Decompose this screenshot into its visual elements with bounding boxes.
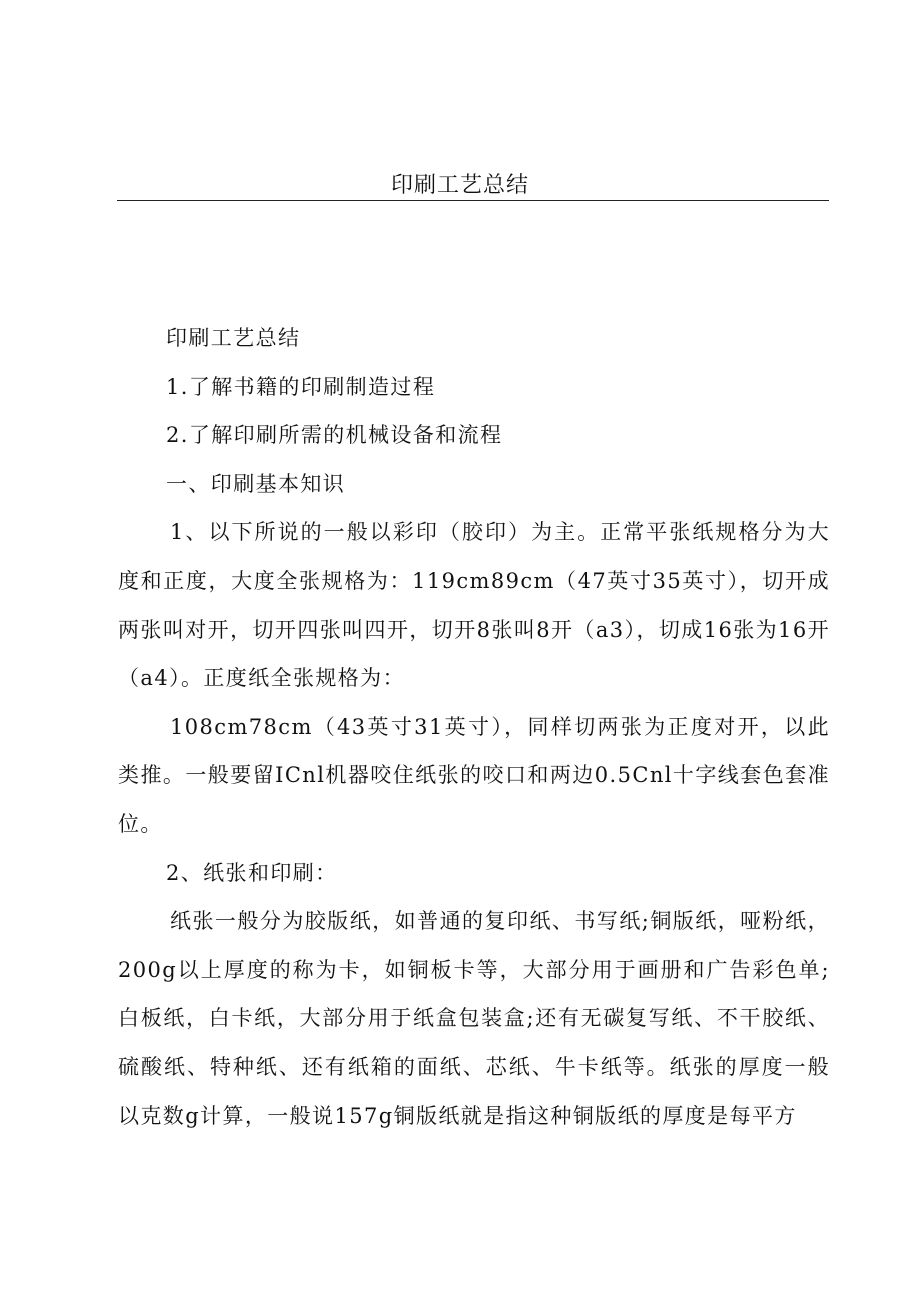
section-heading-1: 一、印刷基本知识 [166,471,346,496]
document-body [118,314,830,1140]
list-item-2: 2.了解印刷所需的机械设备和流程 [166,423,503,448]
paragraph-paper-types: 纸张一般分为胶版纸，如普通的复印纸、书写纸;铜版纸，哑粉纸，200g以上厚度的称为卡，如铜板卡等，大部分用于画册和广告彩色单;白板纸，白卡纸，大部分用于纸盒包装盒;还有无碳复写纸、不干胶纸、硫酸纸、特种纸、还有纸箱的面纸、芯纸、牛卡纸等。纸张的厚度一般以克数g计算，一般说157g铜版纸就是指这种铜版纸的厚度是每平方 [118,909,830,1128]
paragraph-standard-size: 108cm78cm（43英寸31英寸），同样切两张为正度对开，以此类推。一般要留ICnl机器咬住纸张的咬口和两边0.5Cnl十字线套色套准位。 [118,714,830,836]
subsection-heading-paper-printing: 2、纸张和印刷： [166,860,338,885]
body-heading: 印刷工艺总结 [166,326,301,350]
page-header-title: 印刷工艺总结 [390,173,529,198]
list-item-1: 1.了解书籍的印刷制造过程 [166,374,436,399]
header-divider [117,200,829,201]
paragraph-paper-sizes: 1、以下所说的一般以彩印（胶印）为主。正常平张纸规格分为大度和正度，大度全张规格为：119cm89cm（47英寸35英寸），切开成两张叫对开，切开四张叫四开，切开8张叫8开（a3），切成16张为16开（a4）。正度纸全张规格为： [118,520,830,691]
